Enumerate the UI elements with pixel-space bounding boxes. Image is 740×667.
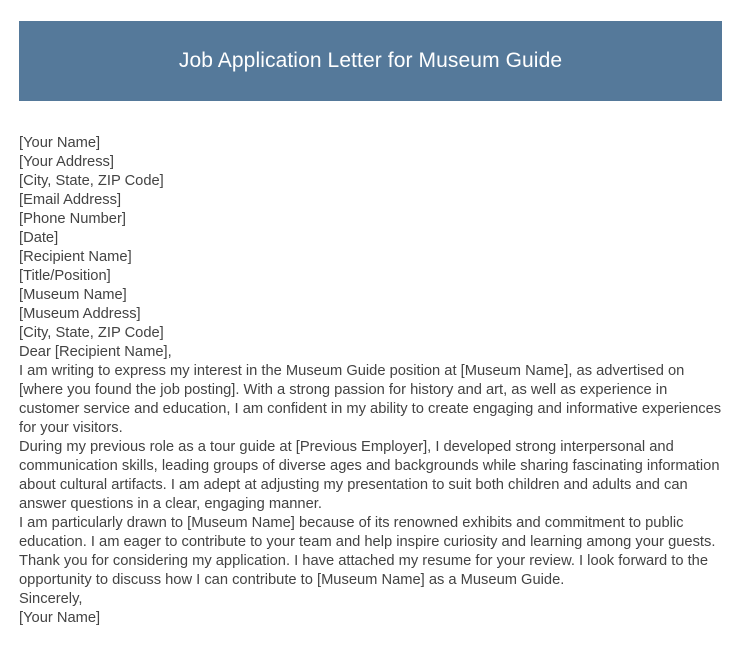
letter-line-signature-name: [Your Name] <box>19 610 101 626</box>
letter-line-sender-address: [Your Address] <box>19 154 114 170</box>
letter-line-museum-city-state-zip: [City, State, ZIP Code] <box>19 325 164 341</box>
letter-line-sender-email: [Email Address] <box>19 192 122 208</box>
letter-line-recipient-name: [Recipient Name] <box>19 249 132 265</box>
letter-line-museum-address: [Museum Address] <box>19 306 141 322</box>
letter-line-sender-city-state-zip: [City, State, ZIP Code] <box>19 173 164 189</box>
letter-paragraph-4: Thank you for considering my application. I have attached my resume for your review. I look forward to the opportunity to discuss how I can contribute to [Museum Name] as a Museum Guide. <box>19 553 713 588</box>
letter-line-museum-name: [Museum Name] <box>19 287 127 303</box>
page-title: Job Application Letter for Museum Guide <box>178 49 563 73</box>
letter-paragraph-1: I am writing to express my interest in the Museum Guide position at [Museum Name], as advertised on [where you found the job posting]. With a strong passion for history and art, as well as experience in customer service and education, I am confident in my ability to create engaging and informative experiences for your visitors. <box>19 363 726 436</box>
letter-paragraph-2: During my previous role as a tour guide at [Previous Employer], I developed strong interpersonal and communication skills, leading groups of diverse ages and backgrounds while sharing fascinating information about cultural artifacts. I am adept at adjusting my presentation to suit both children and adults and can answer questions in a clear, engaging manner. <box>19 439 724 512</box>
letter-line-salutation: Dear [Recipient Name], <box>19 344 172 360</box>
letter-line-date: [Date] <box>19 230 59 246</box>
letter-line-sender-name: [Your Name] <box>19 135 101 151</box>
letter-paragraph-3: I am particularly drawn to [Museum Name] because of its renowned exhibits and commitment to public education. I am eager to contribute to your team and help inspire curiosity and learning among your guests. <box>19 515 716 550</box>
document-header-banner <box>19 21 722 101</box>
letter-body <box>19 134 726 628</box>
letter-line-sender-phone: [Phone Number] <box>19 211 126 227</box>
letter-line-recipient-title: [Title/Position] <box>19 268 111 284</box>
letter-line-closing: Sincerely, <box>19 591 83 607</box>
